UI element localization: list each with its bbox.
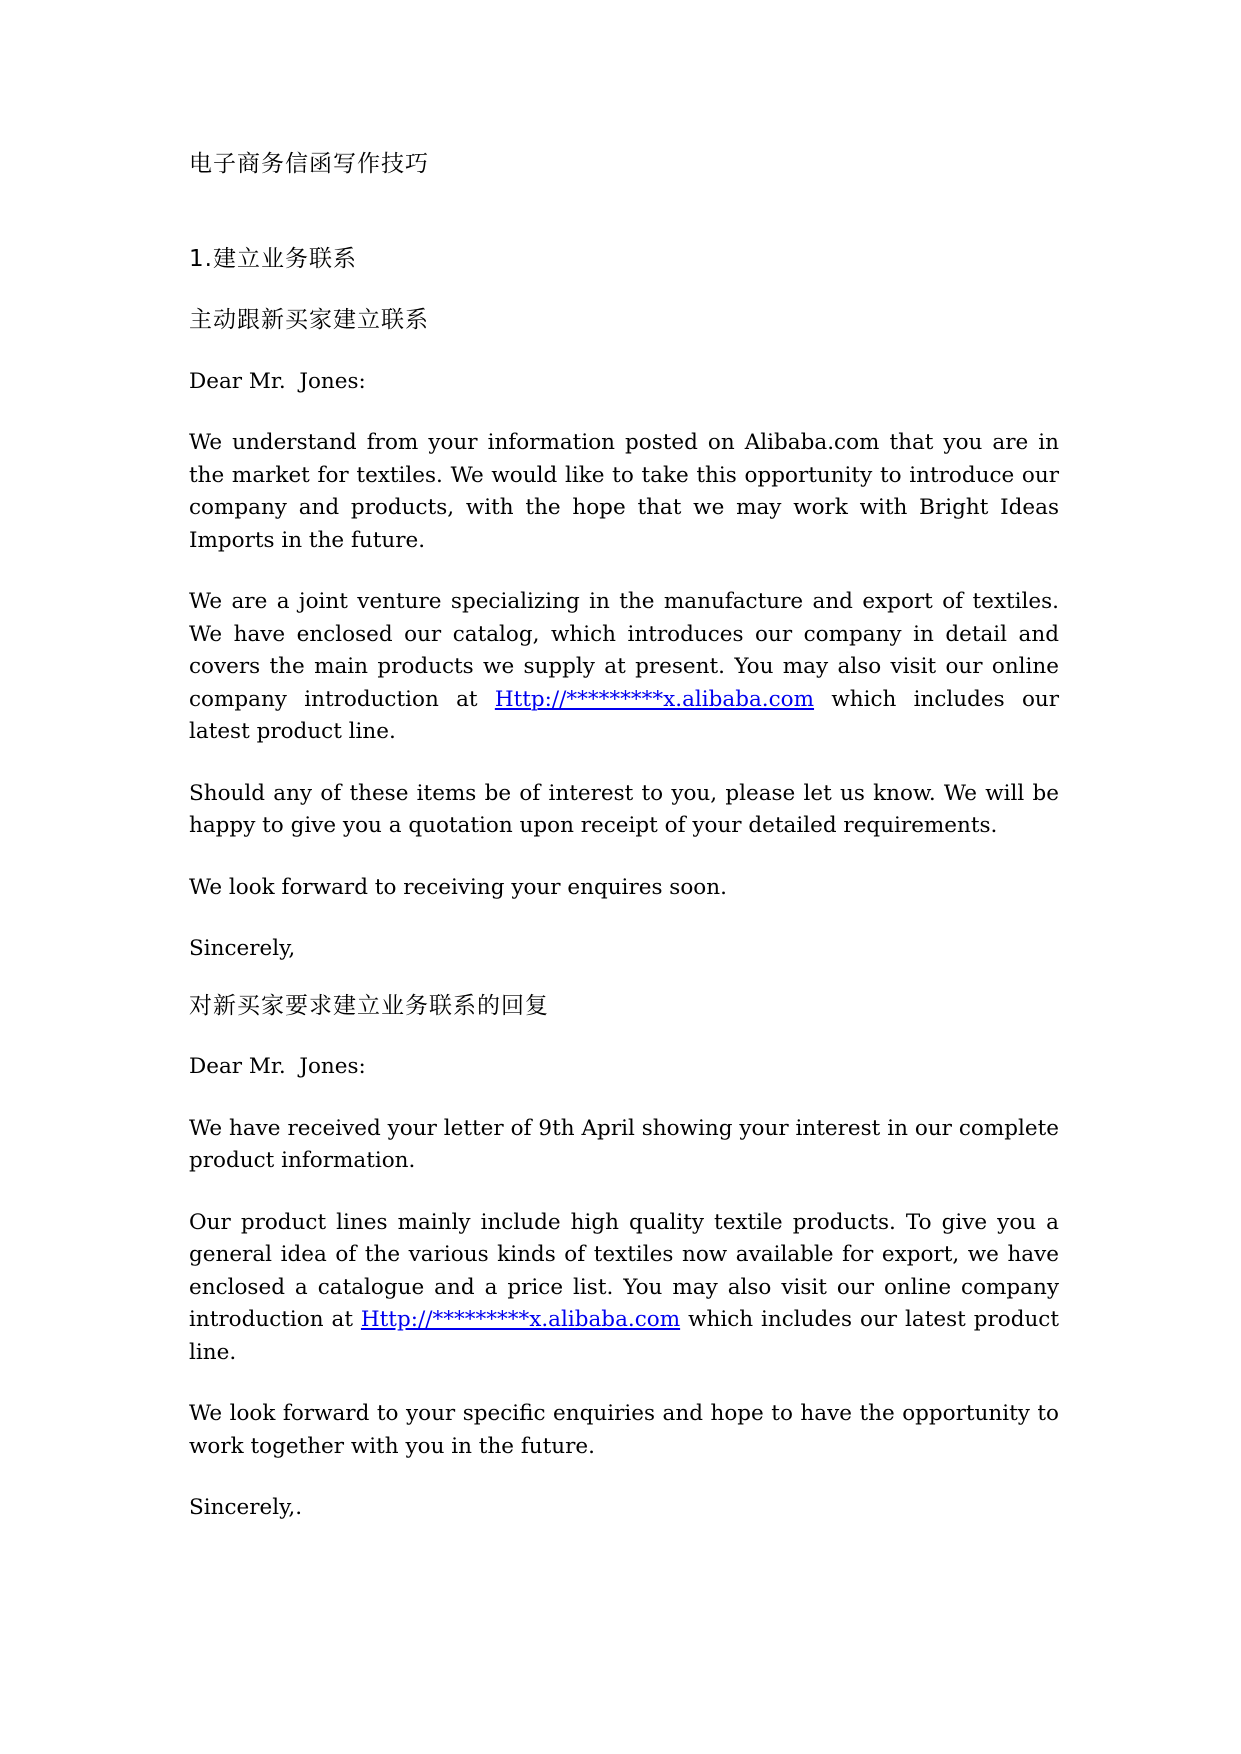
letter1-paragraph-1: We understand from your information posted on Alibaba.com that you are in the market for textiles. We would like to take this opportunity to introduce our company and products, with the hope that we may work with Bright Ideas Imports in the future. xyxy=(189,430,1059,553)
letter2-salutation: Dear Mr. Jones: xyxy=(189,1054,366,1079)
letter2-paragraph-1: We have received your letter of 9th April showing your interest in our complete product information. xyxy=(189,1115,1059,1173)
letter1-heading: 主动跟新买家建立联系 xyxy=(189,307,429,333)
letter2-company-link[interactable]: Http://*********x.alibaba.com xyxy=(360,1307,681,1332)
letter1-paragraph-2-text: We are a joint venture specializing in the manufacture and export of textiles. We have enclosed our catalog, which introduces our company in detail and covers the main products we supply at present. You may also visit our online company introduction at xyxy=(189,589,1059,712)
letter1-paragraph-2 xyxy=(189,586,1059,749)
letter2-paragraph-3: We look forward to your specific enquiries and hope to have the opportunity to work together with you in the future. xyxy=(189,1401,1059,1459)
letter1-paragraph-4: We look forward to receiving your enquires soon. xyxy=(189,874,727,900)
letter2-paragraph-2 xyxy=(189,1207,1059,1370)
letter2-closing: Sincerely,. xyxy=(189,1495,303,1520)
letter1-closing: Sincerely, xyxy=(189,936,296,961)
document-title: 电子商务信函写作技巧 xyxy=(189,151,429,177)
letter1-salutation: Dear Mr. Jones: xyxy=(189,368,366,394)
letter2-heading: 对新买家要求建立业务联系的回复 xyxy=(189,992,549,1019)
section-heading: 1.建立业务联系 xyxy=(189,245,357,272)
letter1-paragraph-2-tail: which includes our latest product line. xyxy=(189,686,1060,744)
letter2-paragraph-2-tail: which includes our latest product line. xyxy=(189,1307,1059,1365)
letter2-paragraph-2-text: Our product lines mainly include high quality textile products. To give you a general idea of the various kinds of textiles now available for export, we have enclosed a catalogue and a price list. You may also visit our online company introduction at xyxy=(189,1209,1059,1332)
letter1-company-link[interactable]: Http://*********x.alibaba.com xyxy=(494,686,815,712)
letter1-paragraph-3: Should any of these items be of interest to you, please let us know. We will be happy to give you a quotation upon receipt of your detailed requirements. xyxy=(189,780,1059,838)
document-content xyxy=(189,148,1059,1554)
